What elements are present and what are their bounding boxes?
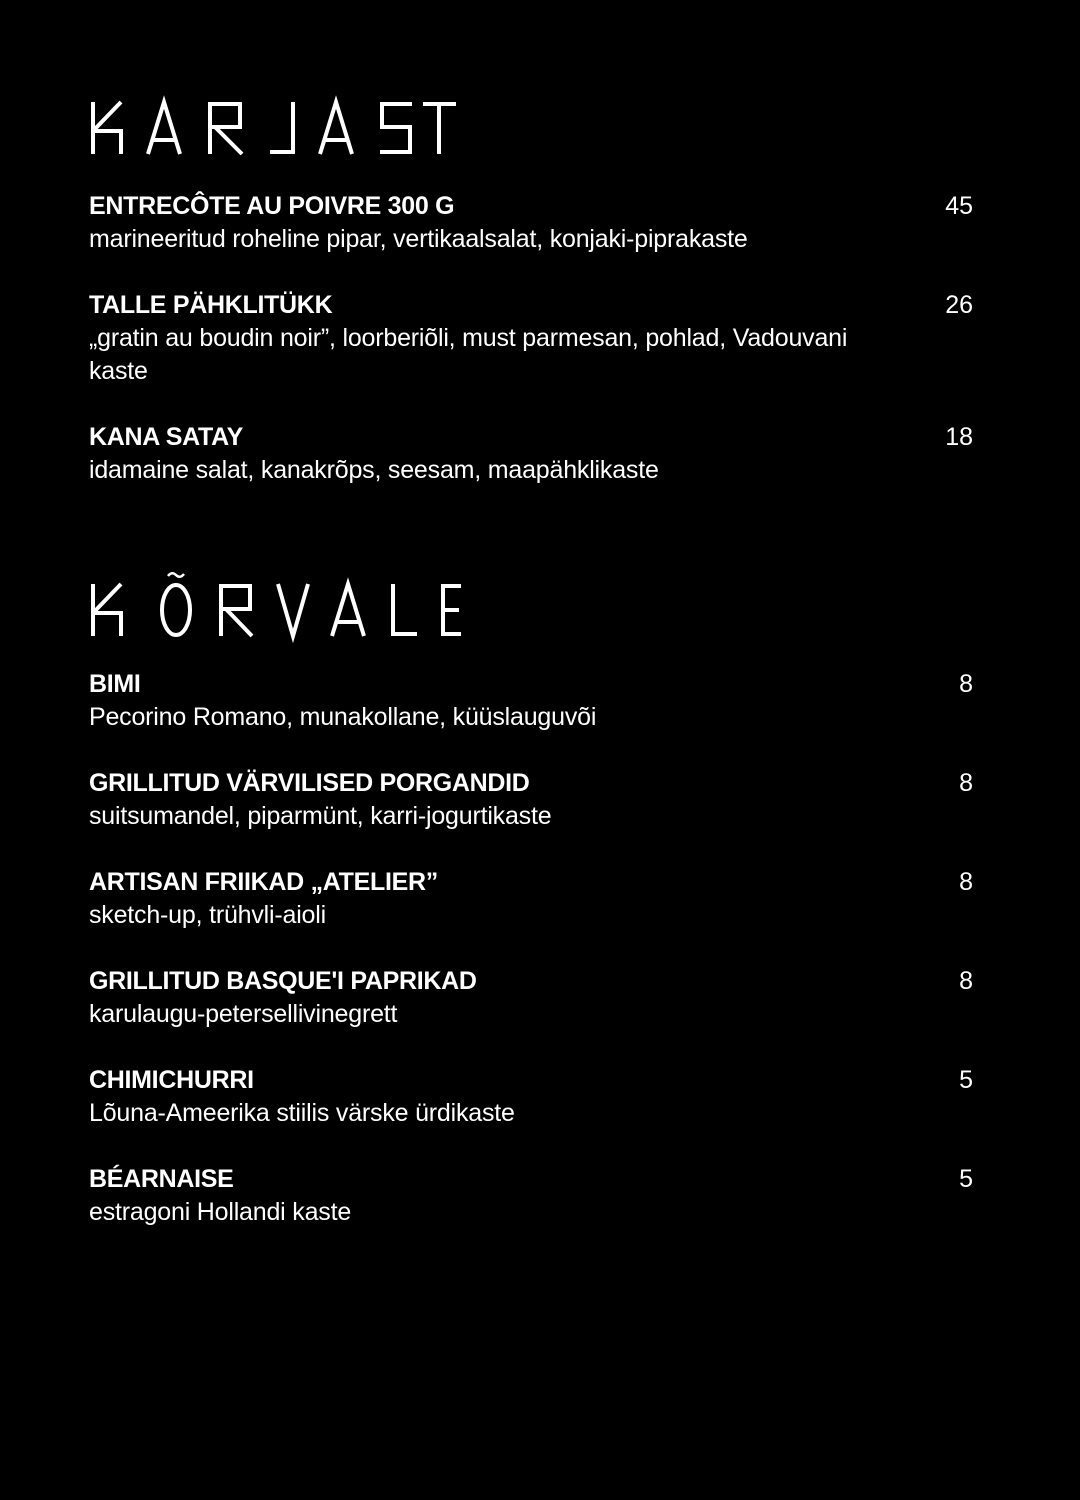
menu-item [89, 965, 973, 1031]
item-description: karulaugu-petersellivinegrett [89, 1000, 398, 1028]
section-title-karjast [90, 100, 470, 156]
section-title-graphic [90, 100, 470, 156]
item-description: sketch-up, trühvli-aioli [89, 901, 326, 929]
item-name: CHIMICHURRI [89, 1066, 254, 1094]
item-price: 26 [945, 291, 973, 319]
item-name: BÉARNAISE [89, 1165, 234, 1193]
item-price: 45 [945, 192, 973, 220]
item-description: Lõuna-Ameerika stiilis värske ürdikaste [89, 1099, 515, 1127]
item-description: idamaine salat, kanakrõps, seesam, maapähklikaste [89, 456, 659, 484]
menu-item [89, 1064, 973, 1130]
item-description: estragoni Hollandi kaste [89, 1198, 352, 1226]
item-name: GRILLITUD VÄRVILISED PORGANDID [89, 769, 530, 797]
item-price: 8 [959, 868, 973, 896]
item-description: Pecorino Romano, munakollane, küüslauguvõi [89, 703, 597, 731]
item-name: ENTRECÔTE AU POIVRE 300 G [89, 192, 455, 220]
item-description: suitsumandel, piparmünt, karri-jogurtikaste [89, 802, 552, 830]
menu-item [89, 767, 973, 833]
menu-item [89, 190, 973, 256]
item-name: BIMI [89, 670, 141, 698]
item-price: 8 [959, 670, 973, 698]
menu-item [89, 421, 973, 487]
menu-item [89, 668, 973, 734]
item-price: 8 [959, 967, 973, 995]
item-price: 5 [959, 1165, 973, 1193]
menu-item [89, 866, 973, 932]
item-name: GRILLITUD BASQUE'I PAPRIKAD [89, 967, 477, 995]
item-name: KANA SATAY [89, 423, 243, 451]
item-description: „gratin au boudin noir”, loorberiõli, must parmesan, pohlad, Vadouvani kaste [89, 324, 848, 385]
menu-item [89, 289, 973, 388]
item-description: marineeritud roheline pipar, vertikaalsalat, konjaki-piprakaste [89, 225, 748, 253]
menu-item [89, 1163, 973, 1229]
item-price: 18 [945, 423, 973, 451]
item-price: 5 [959, 1066, 973, 1094]
section-title-graphic [90, 582, 470, 638]
section-title-korvale [90, 582, 470, 638]
item-price: 8 [959, 769, 973, 797]
item-name: ARTISAN FRIIKAD „ATELIER” [89, 868, 438, 896]
item-name: TALLE PÄHKLITÜKK [89, 291, 333, 319]
